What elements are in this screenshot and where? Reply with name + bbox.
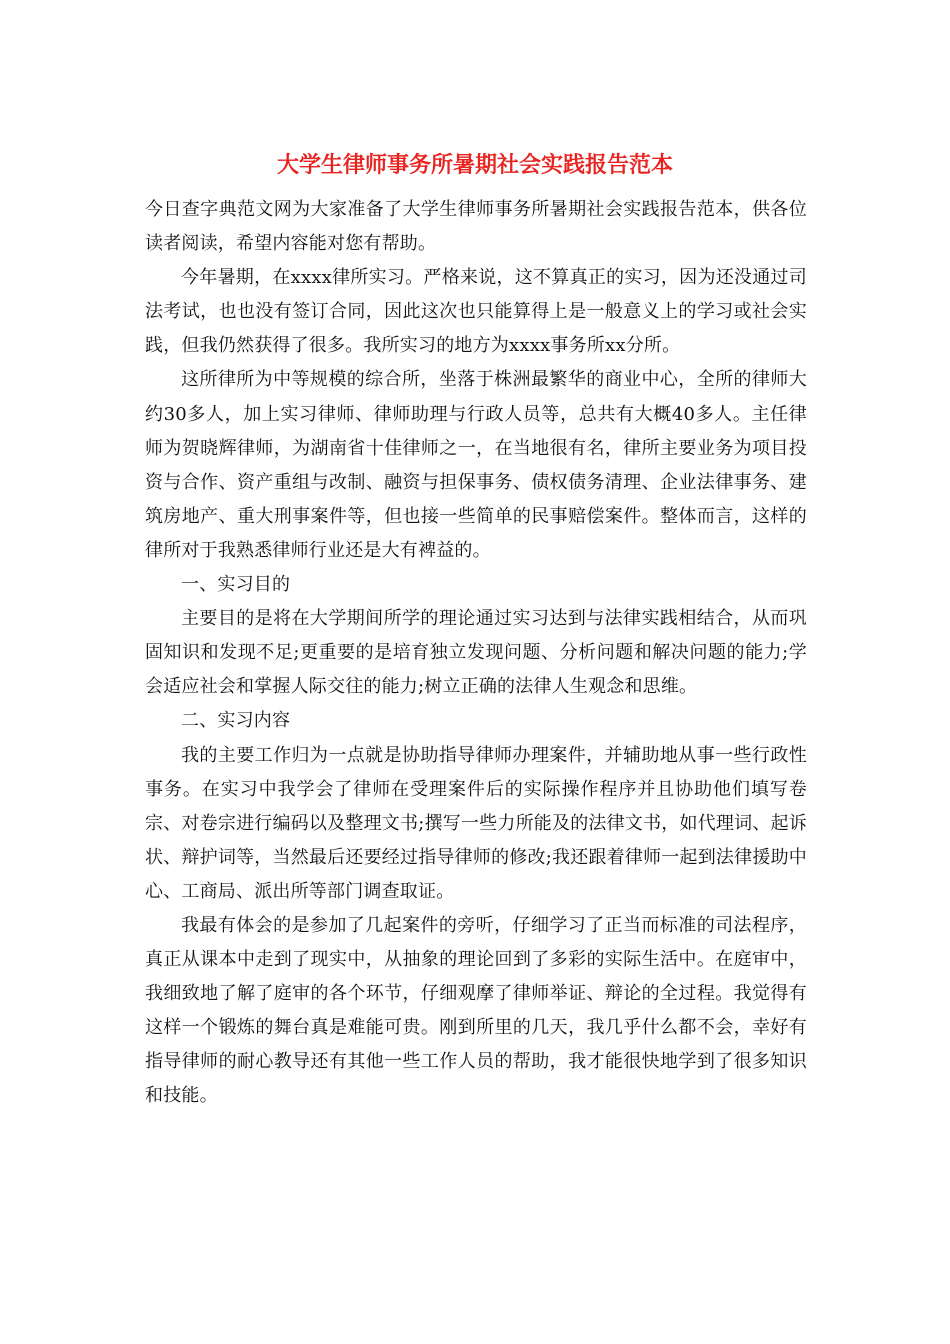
paragraph-internship-overview: 今年暑期，在xxxx律所实习。严格来说，这不算真正的实习，因为还没通过司法考试，也也没有签订合同，因此这次也只能算得上是一般意义上的学习或社会实践，但我仍然获得了很多。我所实习的地方为xxxx事务所xx分所。 <box>145 267 807 357</box>
paragraph-purpose: 主要目的是将在大学期间所学的理论通过实习达到与法律实践相结合，从而巩固知识和发现不足;更重要的是培育独立发现问题、分析问题和解决问题的能力;学会适应社会和掌握人际交往的能力;树立正确的法律人生观念和思维。 <box>145 608 807 698</box>
paragraph-main-work: 我的主要工作归为一点就是协助指导律师办理案件，并辅助地从事一些行政性事务。在实习中我学会了律师在受理案件后的实际操作程序并且协助他们填写卷宗、对卷宗进行编码以及整理文书;撰写一些力所能及的法律文书，如代理词、起诉状、辩护词等，当然最后还要经过指导律师的修改;我还跟着律师一起到法律援助中心、工商局、派出所等部门调查取证。 <box>145 744 807 902</box>
section-heading-purpose: 一、实习目的 <box>181 574 291 596</box>
paragraph-trial-experience: 我最有体会的是参加了几起案件的旁听，仔细学习了正当而标准的司法程序，真正从课本中走到了现实中，从抽象的理论回到了多彩的实际生活中。在庭审中，我细致地了解了庭审的各个环节，仔细观摩了律师举证、辩论的全过程。我觉得有这样一个锻炼的舞台真是难能可贵。刚到所里的几天，我几乎什么都不会，幸好有指导律师的耐心教导还有其他一些工作人员的帮助，我才能很快地学到了很多知识和技能。 <box>145 914 807 1107</box>
section-heading-content: 二、实习内容 <box>181 710 291 732</box>
document-title: 大学生律师事务所暑期社会实践报告范本 <box>276 153 673 178</box>
paragraph-firm-description: 这所律所为中等规模的综合所，坐落于株洲最繁华的商业中心，全所的律师大约30多人，加上实习律师、律师助理与行政人员等，总共有大概40多人。主任律师为贺晓辉律师，为湖南省十佳律师之一，在当地很有名，律所主要业务为项目投资与合作、资产重组与改制、融资与担保事务、债权债务清理、企业法律事务、建筑房地产、重大刑事案件等，但也接一些简单的民事赔偿案件。整体而言，这样的律所对于我熟悉律师行业还是大有裨益的。 <box>145 369 807 561</box>
document-body <box>145 193 807 1114</box>
intro-paragraph: 今日查字典范文网为大家准备了大学生律师事务所暑期社会实践报告范本，供各位读者阅读，希望内容能对您有帮助。 <box>145 199 807 255</box>
